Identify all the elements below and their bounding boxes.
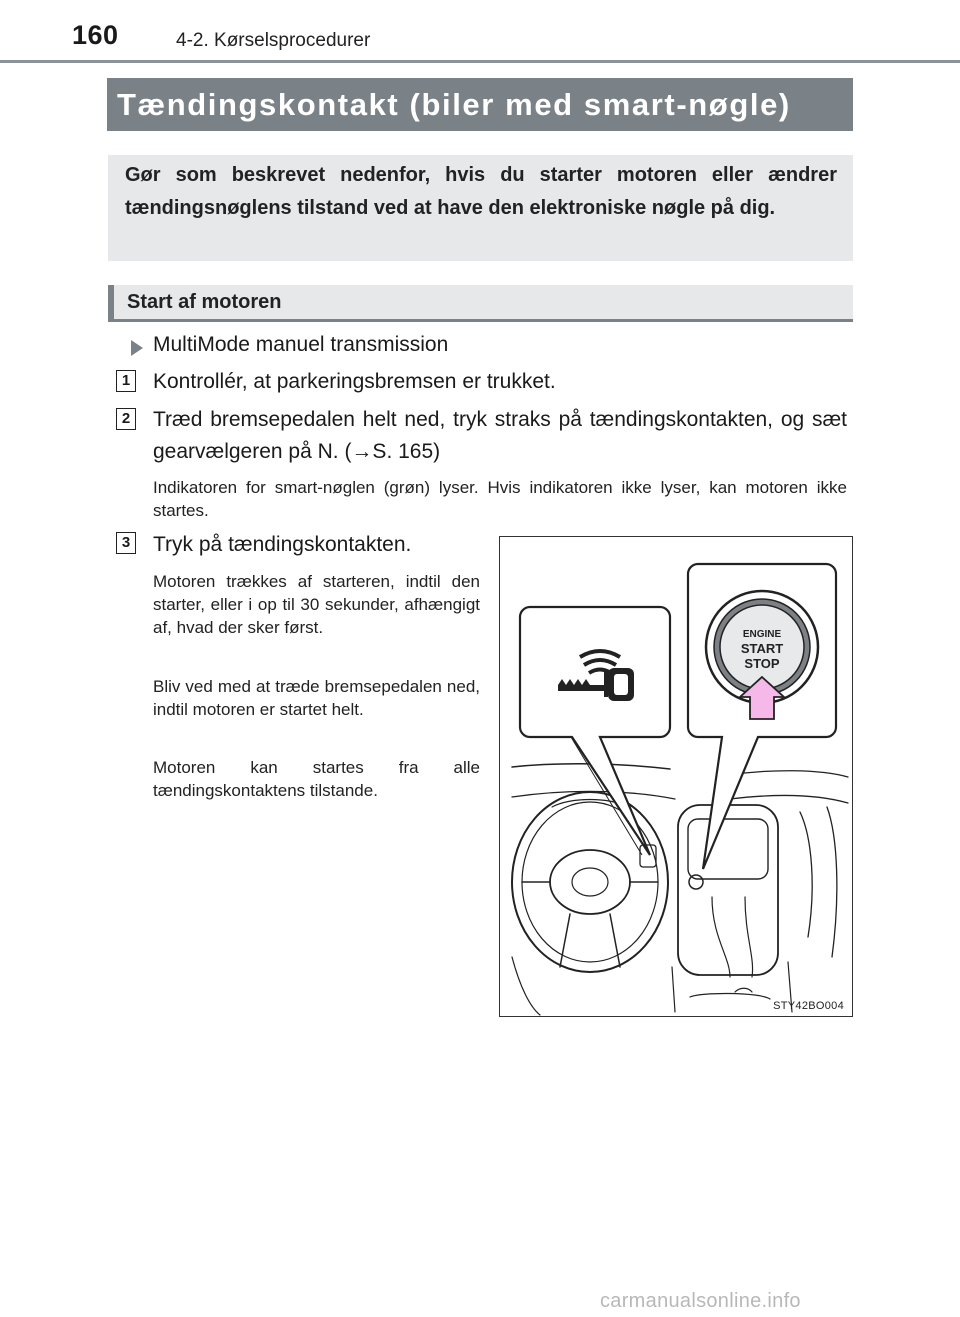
button-text-stop: STOP [744, 656, 780, 671]
step-3-note-1: Motoren trækkes af starteren, indtil den starter, eller i op til 30 sekunder, afhængigt af, hvad der sker først. [153, 572, 480, 637]
button-text-start: START [740, 641, 784, 656]
figure-code: STY42BO004 [773, 1000, 844, 1012]
watermark: carmanualsonline.info [600, 1290, 801, 1312]
step-3-note-3: Motoren kan startes fra alle tændingskontaktens tilstande. [153, 758, 480, 800]
step-1-text: Kontrollér, at parkeringsbremsen er trukket. [153, 370, 556, 393]
header-rule [0, 60, 960, 63]
step-number-2: 2 [116, 408, 136, 430]
page-title: Tændingskontakt (biler med smart-nøgle) [107, 78, 853, 131]
section-label: 4-2. Kørselsprocedurer [176, 30, 371, 51]
dashboard-illustration [499, 536, 853, 1017]
step-3-text: Tryk på tændingskontakten. [153, 533, 412, 556]
bullet-arrow-icon [131, 340, 143, 356]
section-heading: Start af motoren [108, 285, 853, 322]
step-number-3: 3 [116, 532, 136, 554]
button-text-engine: ENGINE [742, 629, 782, 640]
bullet-text: MultiMode manuel transmission [153, 333, 449, 356]
step-3-note-2: Bliv ved med at træde bremsepedalen ned, indtil motoren er startet helt. [153, 677, 480, 719]
step-2-note: Indikatoren for smart-nøglen (grøn) lyser. Hvis indikatoren ikke lyser, kan motoren ikke startes. [153, 478, 847, 520]
page-number: 160 [72, 20, 119, 50]
step-2-text: Træd bremsepedalen helt ned, tryk straks på tændingskontakten, og sæt gearvælgeren på N. (→S. 165) [153, 408, 847, 463]
intro-box: Gør som beskrevet nedenfor, hvis du starter motoren eller ændrer tændingsnøglens tilstand ved at have den elektroniske nøgle på dig. [108, 155, 853, 261]
step-number-1: 1 [116, 370, 136, 392]
